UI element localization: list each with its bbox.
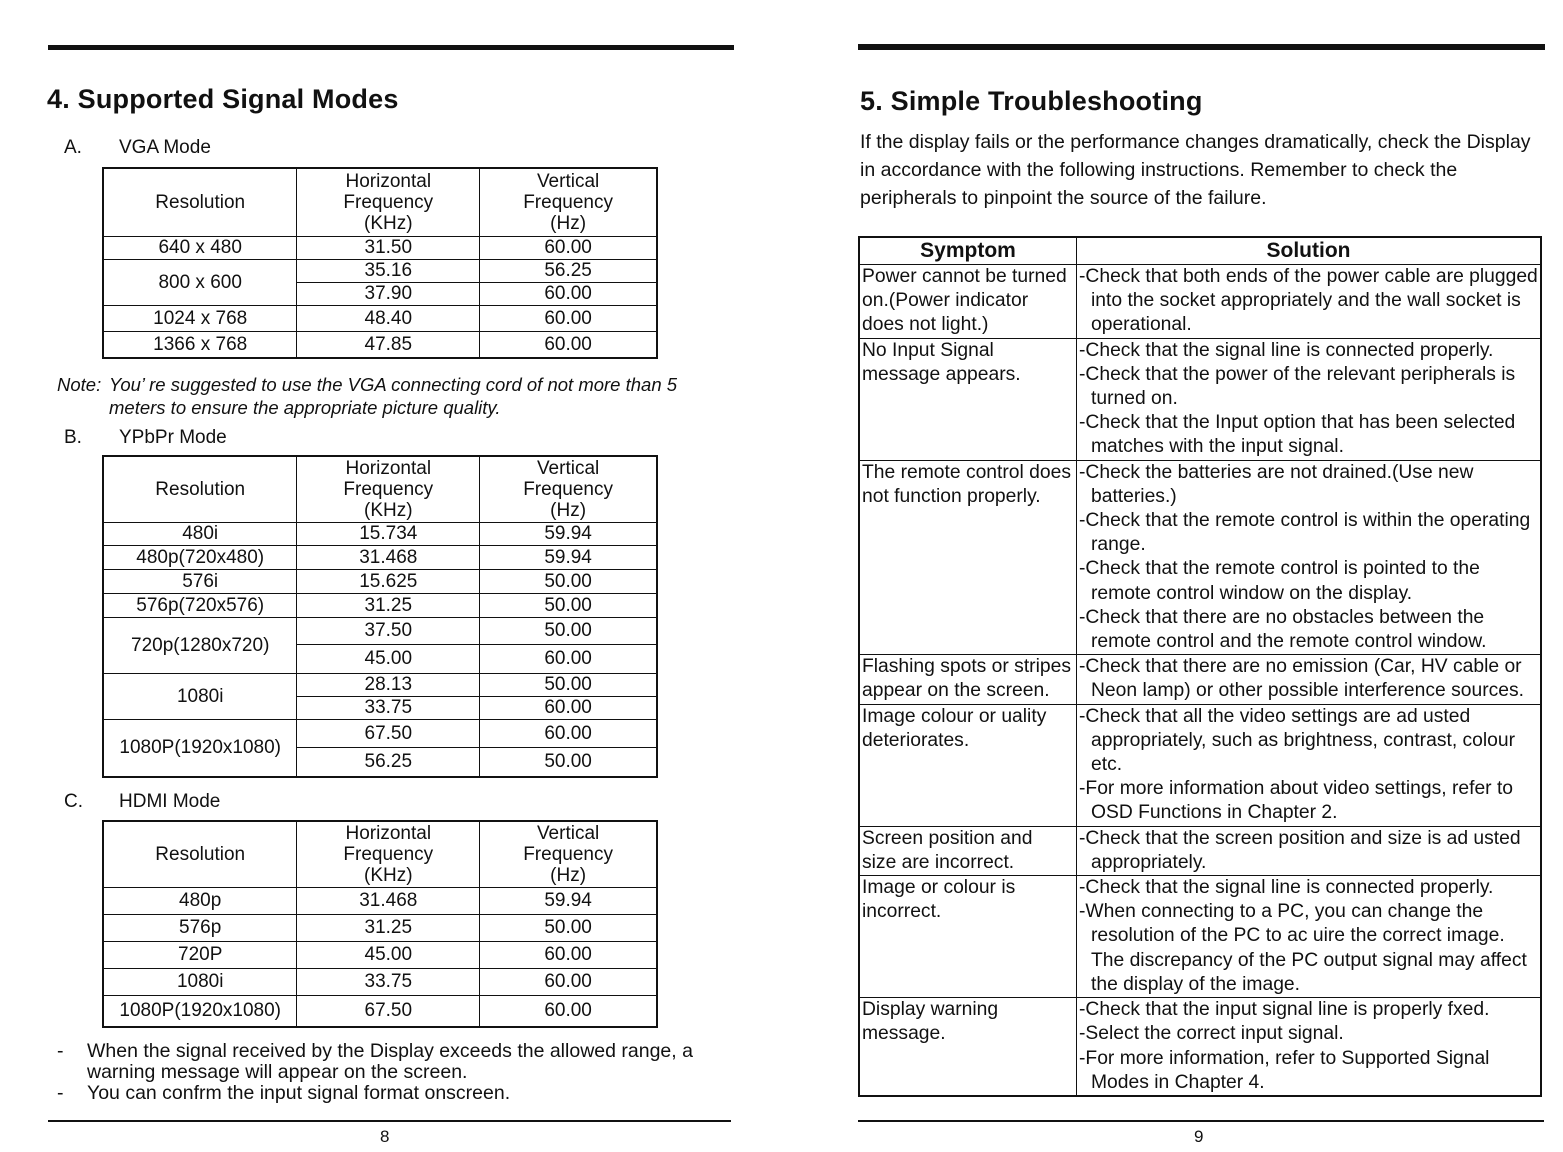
solution-line: -Check that all the video settings are ad usted appropriately, such as brightness, contrast, colour etc. (1079, 705, 1516, 776)
table-row (859, 655, 1541, 704)
resolution-cell: 720P (103, 941, 297, 968)
symptom-cell (859, 826, 1077, 875)
hdmi-mode-heading: C. HDMI Mode (64, 791, 221, 812)
vertical-frequency-cell: 60.00 (480, 644, 657, 673)
horizontal-frequency-cell: 47.85 (297, 331, 480, 358)
resolution-cell: 1366 x 768 (103, 331, 297, 358)
horizontal-frequency-cell: 15.625 (297, 569, 480, 593)
resolution-cell: 1080i (103, 968, 297, 995)
table-row (103, 719, 657, 747)
solution-line: -Check that the power of the relevant peripherals is turned on. (1079, 363, 1516, 410)
horizontal-frequency-cell: 45.00 (297, 644, 480, 673)
solution-line: -For more information, refer to Supported Signal Modes in Chapter 4. (1079, 1047, 1490, 1093)
bottom-rule-left (48, 1120, 731, 1122)
symptom-line: on.(Power indicator (862, 290, 1029, 312)
page-title-signal-modes: 4. Supported Signal Modes (47, 84, 399, 114)
table-row (859, 998, 1541, 1096)
horizontal-frequency-header: Horizontal Frequency (KHz) (297, 456, 480, 522)
symptom-line: message. (862, 1023, 946, 1045)
resolution-cell: 576i (103, 569, 297, 593)
symptom-line: does not light.) (862, 314, 989, 336)
resolution-cell: 576p (103, 914, 297, 941)
resolution-cell: 800 x 600 (103, 259, 297, 305)
vertical-frequency-cell: 60.00 (480, 331, 657, 358)
vertical-frequency-cell: 60.00 (480, 941, 657, 968)
solution-line: -Check that there are no emission (Car, HV cable or Neon lamp) or other possible interference sources. (1079, 656, 1524, 702)
table-row (103, 617, 657, 644)
vga-mode-heading: A. VGA Mode (64, 137, 211, 158)
solution-line: -When connecting to a PC, you can change the resolution of the PC to ac uire the correct image. The discrepancy of the PC output signal may affect the display of the image. (1079, 901, 1527, 995)
symptom-line: Flashing spots or stripes (862, 656, 1071, 678)
table-row (103, 522, 657, 545)
table-row (103, 259, 657, 282)
vertical-frequency-cell: 60.00 (480, 968, 657, 995)
table-row (103, 673, 657, 696)
top-rule-left (48, 45, 734, 50)
vertical-frequency-cell: 50.00 (480, 593, 657, 617)
horizontal-frequency-cell: 31.50 (297, 236, 480, 259)
resolution-cell: 1080i (103, 673, 297, 719)
solution-header: Solution (1077, 237, 1542, 265)
table-row (859, 265, 1541, 339)
solution-cell (1077, 655, 1542, 704)
horizontal-frequency-header: Horizontal Frequency (KHz) (297, 821, 480, 887)
solution-cell (1077, 826, 1542, 875)
solution-line: -Check that the screen position and size is ad usted appropriately. (1079, 827, 1521, 873)
resolution-cell: 480p (103, 887, 297, 914)
resolution-cell: 576p(720x576) (103, 593, 297, 617)
table-row (103, 887, 657, 914)
symptom-line: message appears. (862, 363, 1021, 385)
resolution-cell: 640 x 480 (103, 236, 297, 259)
solution-cell (1077, 460, 1542, 655)
vertical-frequency-header: Vertical Frequency (Hz) (480, 821, 657, 887)
symptom-line: Screen position and (862, 827, 1033, 849)
table-row (103, 968, 657, 995)
vertical-frequency-cell: 50.00 (480, 569, 657, 593)
table-row (103, 941, 657, 968)
horizontal-frequency-cell: 37.90 (297, 282, 480, 305)
vga-mode-table (102, 167, 658, 359)
horizontal-frequency-header: Horizontal Frequency (KHz) (297, 168, 480, 236)
horizontal-frequency-cell: 48.40 (297, 305, 480, 331)
solution-line: -Check that the Input option that has been selected matches with the input signal. (1079, 412, 1516, 458)
table-row (859, 826, 1541, 875)
vertical-frequency-cell: 50.00 (480, 673, 657, 696)
resolution-header: Resolution (103, 821, 297, 887)
horizontal-frequency-cell: 31.468 (297, 887, 480, 914)
resolution-header: Resolution (103, 168, 297, 236)
symptom-line: not function properly. (862, 485, 1041, 507)
table-row (103, 914, 657, 941)
signal-notes-list (57, 1041, 707, 1104)
symptom-line: Display warning (862, 999, 999, 1021)
horizontal-frequency-cell: 15.734 (297, 522, 480, 545)
troubleshooting-table (858, 236, 1542, 1097)
symptom-line: The remote control does (862, 461, 1071, 483)
vertical-frequency-cell: 60.00 (480, 995, 657, 1027)
resolution-cell: 1024 x 768 (103, 305, 297, 331)
top-rule-right (858, 44, 1545, 50)
hdmi-mode-table (102, 820, 658, 1028)
table-row (103, 305, 657, 331)
vertical-frequency-cell: 60.00 (480, 719, 657, 747)
vertical-frequency-cell: 50.00 (480, 914, 657, 941)
solution-cell (1077, 704, 1542, 826)
resolution-cell: 480i (103, 522, 297, 545)
solution-line: -Check that the signal line is connected properly. (1079, 339, 1494, 361)
symptom-cell (859, 265, 1077, 339)
table-row (859, 338, 1541, 460)
horizontal-frequency-cell: 33.75 (297, 968, 480, 995)
table-row (103, 569, 657, 593)
vertical-frequency-header: Vertical Frequency (Hz) (480, 456, 657, 522)
symptom-cell (859, 655, 1077, 704)
ypbpr-mode-table (102, 455, 658, 778)
signal-note-item: - You can confrm the input signal format onscreen. (57, 1082, 511, 1104)
symptom-cell (859, 460, 1077, 655)
vertical-frequency-cell: 60.00 (480, 236, 657, 259)
symptom-line: size are incorrect. (862, 851, 1015, 873)
table-row (859, 704, 1541, 826)
bottom-rule-right (858, 1120, 1544, 1122)
horizontal-frequency-cell: 56.25 (297, 747, 480, 777)
resolution-cell: 1080P(1920x1080) (103, 995, 297, 1027)
symptom-cell (859, 704, 1077, 826)
ypbpr-mode-heading: B. YPbPr Mode (64, 427, 227, 448)
symptom-cell (859, 338, 1077, 460)
table-row (103, 545, 657, 569)
horizontal-frequency-cell: 37.50 (297, 617, 480, 644)
horizontal-frequency-cell: 35.16 (297, 259, 480, 282)
symptom-line: deteriorates. (862, 729, 970, 751)
solution-line: -Check that both ends of the power cable are plugged into the socket appropriately and the wall socket is operational. (1079, 266, 1538, 336)
solution-cell (1077, 876, 1542, 998)
vertical-frequency-cell: 59.94 (480, 522, 657, 545)
solution-line: -Check that the remote control is pointed to the remote control window on the display. (1079, 558, 1480, 604)
symptom-line: appear on the screen. (862, 680, 1050, 702)
vertical-frequency-cell: 59.94 (480, 887, 657, 914)
solution-line: -Select the correct input signal. (1079, 1023, 1344, 1045)
horizontal-frequency-cell: 45.00 (297, 941, 480, 968)
horizontal-frequency-cell: 67.50 (297, 995, 480, 1027)
solution-line: -Check that the input signal line is properly fxed. (1079, 999, 1490, 1021)
resolution-cell: 480p(720x480) (103, 545, 297, 569)
solution-cell (1077, 338, 1542, 460)
symptom-cell (859, 998, 1077, 1096)
signal-note-item: - When the signal received by the Display exceeds the allowed range, a warning message will appear on the screen. (57, 1040, 693, 1083)
solution-line: -Check that the signal line is connected properly. (1079, 877, 1494, 899)
horizontal-frequency-cell: 31.25 (297, 914, 480, 941)
vertical-frequency-cell: 59.94 (480, 545, 657, 569)
symptom-line: No Input Signal (862, 339, 994, 361)
symptom-header: Symptom (859, 237, 1077, 265)
solution-line: -Check that the remote control is within the operating range. (1079, 510, 1531, 556)
vertical-frequency-cell: 60.00 (480, 305, 657, 331)
vertical-frequency-header: Vertical Frequency (Hz) (480, 168, 657, 236)
table-row (859, 460, 1541, 655)
table-row (103, 593, 657, 617)
solution-cell (1077, 265, 1542, 339)
symptom-line: Image colour or uality (862, 705, 1047, 727)
horizontal-frequency-cell: 28.13 (297, 673, 480, 696)
page-number-right: 9 (1194, 1127, 1204, 1146)
vga-note: Note: You’ re suggested to use the VGA connecting cord of not more than 5 meters to ensure the appropriate picture quality. (57, 374, 678, 418)
vertical-frequency-cell: 50.00 (480, 617, 657, 644)
horizontal-frequency-cell: 33.75 (297, 696, 480, 719)
symptom-line: incorrect. (862, 901, 942, 923)
vertical-frequency-cell: 60.00 (480, 696, 657, 719)
table-row (103, 995, 657, 1027)
vertical-frequency-cell: 50.00 (480, 747, 657, 777)
page-number-left: 8 (380, 1127, 390, 1146)
solution-cell (1077, 998, 1542, 1096)
table-row (103, 236, 657, 259)
vertical-frequency-cell: 60.00 (480, 282, 657, 305)
resolution-cell: 1080P(1920x1080) (103, 719, 297, 777)
symptom-line: Image or colour is (862, 877, 1016, 899)
solution-line: -Check that there are no obstacles between the remote control and the remote control window. (1079, 606, 1487, 653)
solution-line: -Check the batteries are not drained.(Use new batteries.) (1079, 461, 1474, 507)
table-row (103, 331, 657, 358)
table-row (859, 876, 1541, 998)
horizontal-frequency-cell: 67.50 (297, 719, 480, 747)
symptom-cell (859, 876, 1077, 998)
symptom-line: Power cannot be turned (862, 266, 1067, 287)
resolution-cell: 720p(1280x720) (103, 617, 297, 673)
horizontal-frequency-cell: 31.468 (297, 545, 480, 569)
page-title-troubleshooting: 5. Simple Troubleshooting (860, 86, 1203, 116)
horizontal-frequency-cell: 31.25 (297, 593, 480, 617)
resolution-header: Resolution (103, 456, 297, 522)
solution-line: -For more information about video settings, refer to OSD Functions in Chapter 2. (1079, 778, 1514, 824)
troubleshooting-intro: If the display fails or the performance changes dramatically, check the Display in accordance with the following instructions. Remember to check the peripherals to pinpoint the source of the failure. (860, 131, 1531, 209)
vertical-frequency-cell: 56.25 (480, 259, 657, 282)
